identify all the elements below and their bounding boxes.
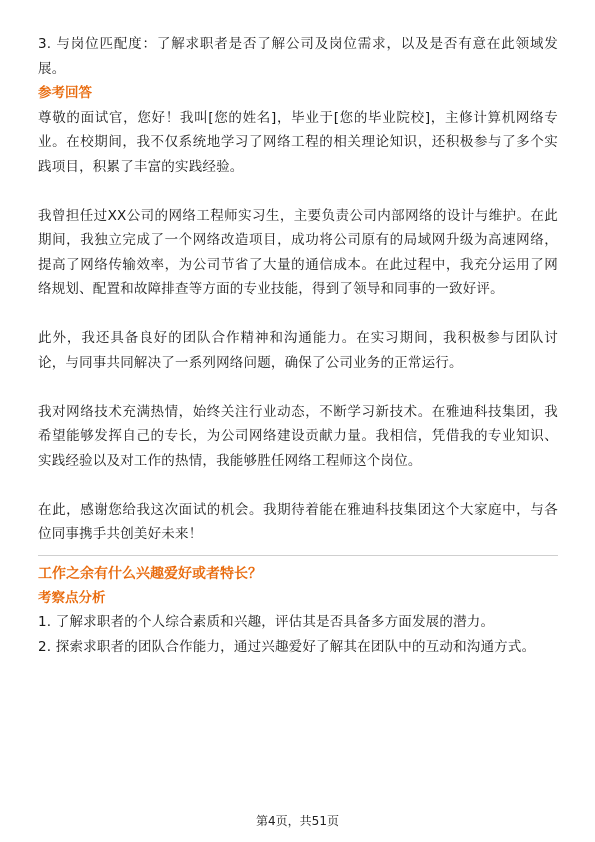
paragraph-gap: [38, 179, 558, 204]
analysis-item-1: 1. 了解求职者的个人综合素质和兴趣，评估其是否具备多方面发展的潜力。: [38, 614, 495, 630]
analysis-item-2: 2. 探索求职者的团队合作能力，通过兴趣爱好了解其在团队中的互动和沟通方式。: [38, 638, 536, 655]
question-title: 工作之余有什么兴趣爱好或者特长？: [38, 565, 262, 582]
page-footer: 第4页，共51页: [256, 814, 339, 828]
intro-item: 3. 与岗位匹配度：了解求职者是否了解公司及岗位需求，以及是否有意在此领域发展。: [38, 36, 558, 77]
answer-paragraph-5: 在此，感谢您给我这次面试的机会。我期待着能在雅迪科技集团这个大家庭中，与各位同事携手共创美好未来！: [38, 501, 558, 542]
page-content: [38, 32, 558, 659]
section-divider: [38, 555, 558, 556]
paragraph-gap: [38, 302, 558, 327]
analysis-heading: 考察点分析: [38, 589, 106, 606]
paragraph-gap: [38, 375, 558, 400]
answer-paragraph-3: 此外，我还具备良好的团队合作精神和沟通能力。在实习期间，我积极参与团队讨论，与同事共同解决了一系列网络问题，确保了公司业务的正常运行。: [38, 330, 558, 371]
answer-paragraph-1: 尊敬的面试官，您好！我叫[您的姓名]，毕业于[您的毕业院校]，主修计算机网络专业。在校期间，我不仅系统地学习了网络工程的相关理论知识，还积极参与了多个实践项目，积累了丰富的实践经验。: [38, 109, 558, 175]
answer-paragraph-2: 我曾担任过XX公司的网络工程师实习生，主要负责公司内部网络的设计与维护。在此期间，我独立完成了一个网络改造项目，成功将公司原有的局域网升级为高速网络，提高了网络传输效率，为公司节省了大量的通信成本。在此过程中，我充分运用了网络规划、配置和故障排查等方面的专业技能，得到了领导和同事的一致好评。: [38, 207, 558, 297]
answer-paragraph-4: 我对网络技术充满热情，始终关注行业动态，不断学习新技术。在雅迪科技集团，我希望能够发挥自己的专长，为公司网络建设贡献力量。我相信，凭借我的专业知识、实践经验以及对工作的热情，我能够胜任网络工程师这个岗位。: [38, 403, 558, 469]
paragraph-gap: [38, 473, 558, 498]
answer-heading: 参考回答: [38, 85, 92, 101]
